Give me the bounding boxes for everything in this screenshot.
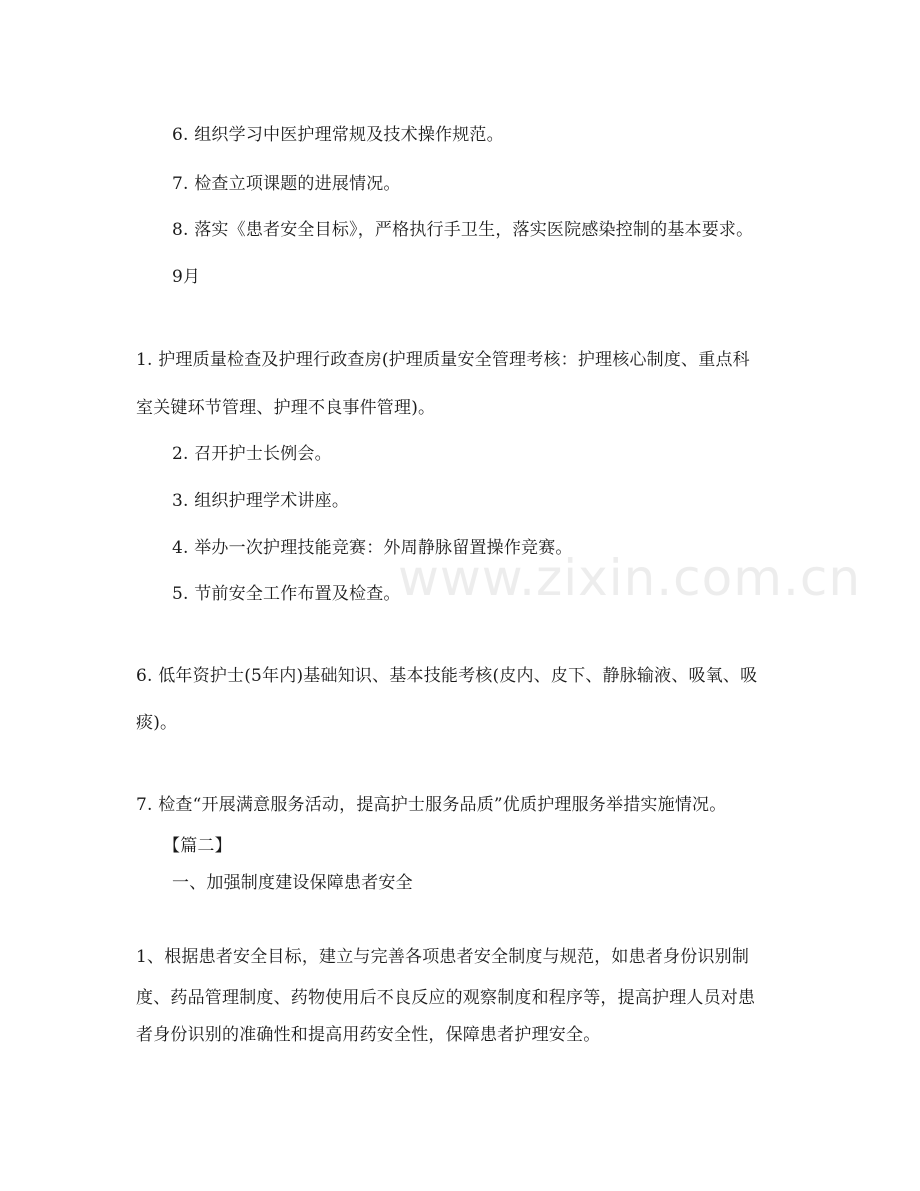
text-line-8: 3. 组织护理学术讲座。	[172, 491, 350, 511]
section-heading-part-two: 【篇二】	[163, 836, 232, 856]
subsection-heading: 一、加强制度建设保障患者安全	[172, 873, 413, 893]
text-line-7: 2. 召开护士长例会。	[172, 444, 332, 464]
text-line-10: 5. 节前安全工作布置及检查。	[172, 584, 401, 604]
text-line-9: 4. 举办一次护理技能竞赛：外周静脉留置操作竞赛。	[172, 538, 573, 558]
watermark: www.zixin.com.cn	[398, 549, 862, 607]
text-line-6: 室关键环节管理、护理不良事件管理)。	[136, 398, 436, 418]
text-line-1: 6. 组织学习中医护理常规及技术操作规范。	[172, 125, 504, 145]
text-line-5: 1. 护理质量检查及护理行政查房(护理质量安全管理考核：护理核心制度、重点科	[136, 350, 750, 370]
text-line-12: 痰)。	[136, 713, 178, 733]
text-line-17: 度、药品管理制度、药物使用后不良反应的观察制度和程序等，提高护理人员对患	[136, 988, 756, 1008]
text-line-13: 7. 检查“开展满意服务活动，提高护士服务品质”优质护理服务举措实施情况。	[136, 795, 727, 815]
text-line-18: 者身份识别的准确性和提高用药安全性，保障患者护理安全。	[136, 1025, 601, 1045]
text-line-2: 7. 检查立项课题的进展情况。	[172, 174, 401, 194]
text-line-16: 1、根据患者安全目标，建立与完善各项患者安全制度与规范，如患者身份识别制	[136, 947, 750, 967]
text-line-3: 8. 落实《患者安全目标》，严格执行手卫生，落实医院感染控制的基本要求。	[172, 220, 754, 240]
text-line-11: 6. 低年资护士(5年内)基础知识、基本技能考核(皮内、皮下、静脉输液、吸氧、吸	[136, 666, 758, 686]
section-heading-september: 9月	[172, 267, 201, 287]
